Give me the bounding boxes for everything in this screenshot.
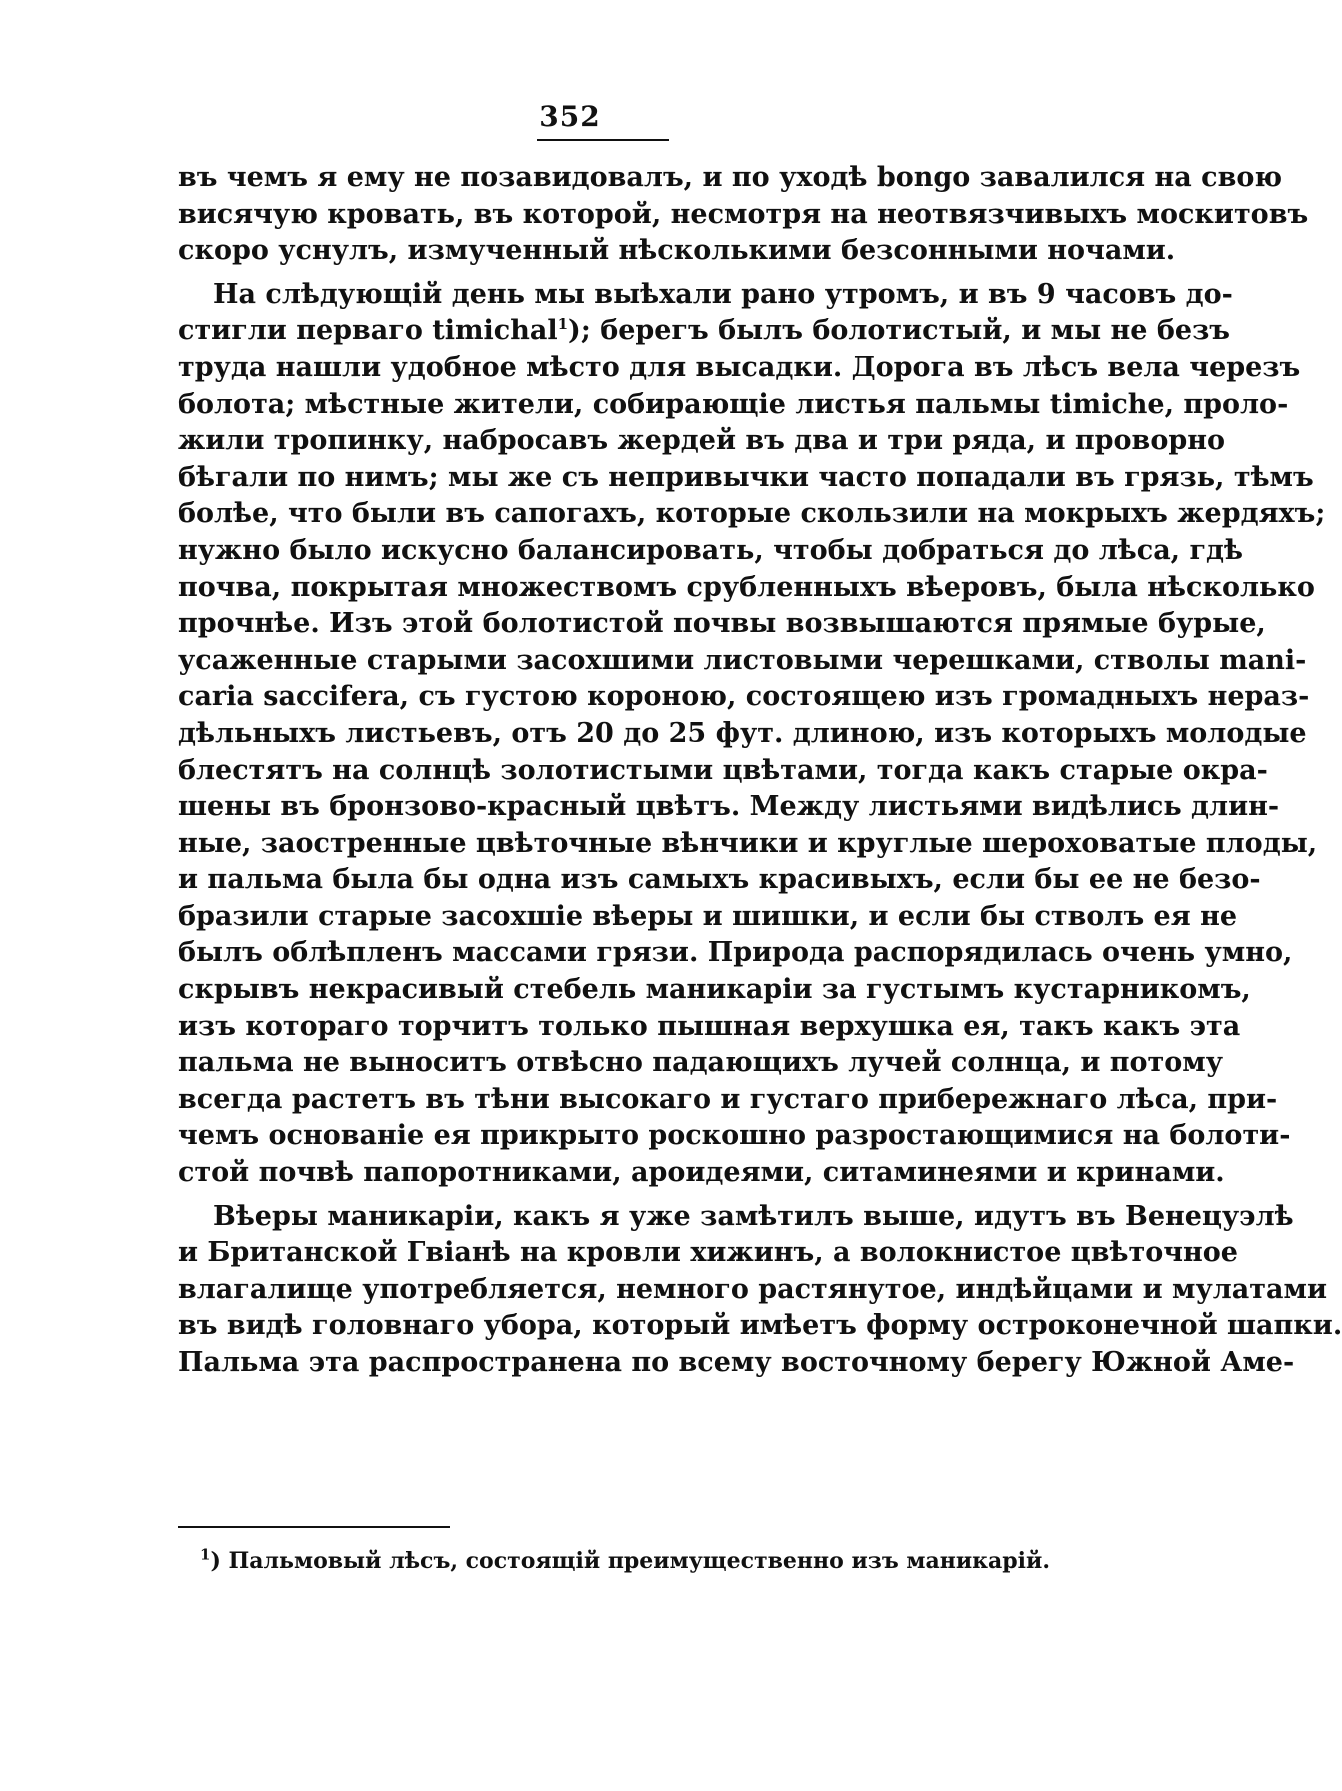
text-line: пальма не выноситъ отвѣсно падающихъ лучей солнца, и потому	[178, 1047, 1224, 1079]
text-line: почва, покрытая множествомъ срубленныхъ вѣеровъ, была нѣсколько	[178, 571, 1315, 603]
text-line: прочнѣе. Изъ этой болотистой почвы возвышаются прямые бурые,	[178, 608, 1266, 640]
text-line: На слѣдующій день мы выѣхали рано утромъ, и въ 9 часовъ до-	[213, 278, 1233, 310]
text-line: стой почвѣ папоротниками, ароидеями, ситаминеями и кринами.	[178, 1157, 1225, 1189]
text-line: усаженные старыми засохшими листовыми черешками, стволы mani-	[178, 644, 1307, 676]
page-number: 352	[539, 100, 601, 133]
text-line: труда нашли удобное мѣсто для высадки. Дорога въ лѣсъ вела черезъ	[178, 351, 1301, 383]
text-line: Пальма эта распространена по всему восточному берегу Южной Аме-	[178, 1347, 1295, 1378]
text-line: всегда растетъ въ тѣни высокаго и густаго прибережнаго лѣса, при-	[178, 1083, 1278, 1115]
text-line	[178, 313, 1231, 350]
text-line: Вѣеры маникаріи, какъ я уже замѣтилъ выше, идутъ въ Венецуэлѣ	[213, 1200, 1294, 1232]
text-line: блестятъ на солнцѣ золотистыми цвѣтами, тогда какъ старые окра-	[178, 754, 1268, 786]
footnote-text: ) Пальмовый лѣсъ, состоящій преимущественно изъ маникарій.	[210, 1548, 1050, 1574]
text-line: caria saccifera, съ густою короною, состоящею изъ громадныхъ нераз-	[178, 681, 1310, 713]
text-line: изъ котораго торчитъ только пышная верхушка ея, такъ какъ эта	[178, 1010, 1241, 1042]
text-line: бразили старые засохшіе вѣеры и шишки, и если бы стволъ ея не	[178, 900, 1238, 932]
text-line: болѣе, что были въ сапогахъ, которые скользили на мокрыхъ жердяхъ;	[178, 498, 1326, 530]
footnote	[200, 1545, 1050, 1576]
footnote-reference: 1	[557, 315, 569, 334]
text-line: былъ облѣпленъ массами грязи. Природа распорядилась очень умно,	[178, 937, 1293, 969]
text-line: въ видѣ головнаго убора, который имѣетъ форму остроконечной шапки.	[178, 1310, 1342, 1342]
header-rule	[537, 139, 669, 141]
text-line: висячую кровать, въ которой, несмотря на неотвязчивыхъ москитовъ	[178, 198, 1309, 230]
text-line: болота; мѣстные жители, собирающіе листья пальмы timiche, проло-	[178, 388, 1289, 420]
text-line: скрывъ некрасивый стебель маникаріи за густымъ кустарникомъ,	[178, 974, 1251, 1006]
footnote-marker: 1	[200, 1545, 211, 1564]
text-line: жили тропинку, набросавъ жердей въ два и три ряда, и проворно	[178, 425, 1225, 457]
body-text	[178, 160, 1342, 1382]
text-line: влагалище употребляется, немного растянутое, индѣйцами и мулатами	[178, 1273, 1328, 1305]
text-line: бѣгали по нимъ; мы же съ непривычки часто попадали въ грязь, тѣмъ	[178, 461, 1314, 493]
text-line-part: стигли перваго timichal	[178, 315, 558, 347]
text-line: и пальма была бы одна изъ самыхъ красивыхъ, если бы ее не безо-	[178, 864, 1261, 896]
text-line: ные, заостренные цвѣточные вѣнчики и круглые шероховатые плоды,	[178, 827, 1318, 859]
text-line: чемъ основаніе ея прикрыто роскошно разростающимися на болоти-	[178, 1120, 1291, 1152]
text-line: скоро уснулъ, измученный нѣсколькими безсонными ночами.	[178, 235, 1176, 267]
footnote-rule	[178, 1526, 450, 1528]
text-line: въ чемъ я ему не позавидовалъ, и по уходѣ bongo завалился на свою	[178, 162, 1283, 193]
text-line-part: ); берегъ былъ болотистый, и мы не безъ	[568, 315, 1231, 347]
text-line: дѣльныхъ листьевъ, отъ 20 до 25 фут. длиною, изъ которыхъ молодые	[178, 717, 1307, 749]
text-line: нужно было искусно балансировать, чтобы добраться до лѣса, гдѣ	[178, 534, 1244, 566]
text-line: шены въ бронзово-красный цвѣтъ. Между листьями видѣлись длин-	[178, 791, 1280, 823]
text-line: и Британской Гвіанѣ на кровли хижинъ, а волокнистое цвѣточное	[178, 1237, 1238, 1269]
